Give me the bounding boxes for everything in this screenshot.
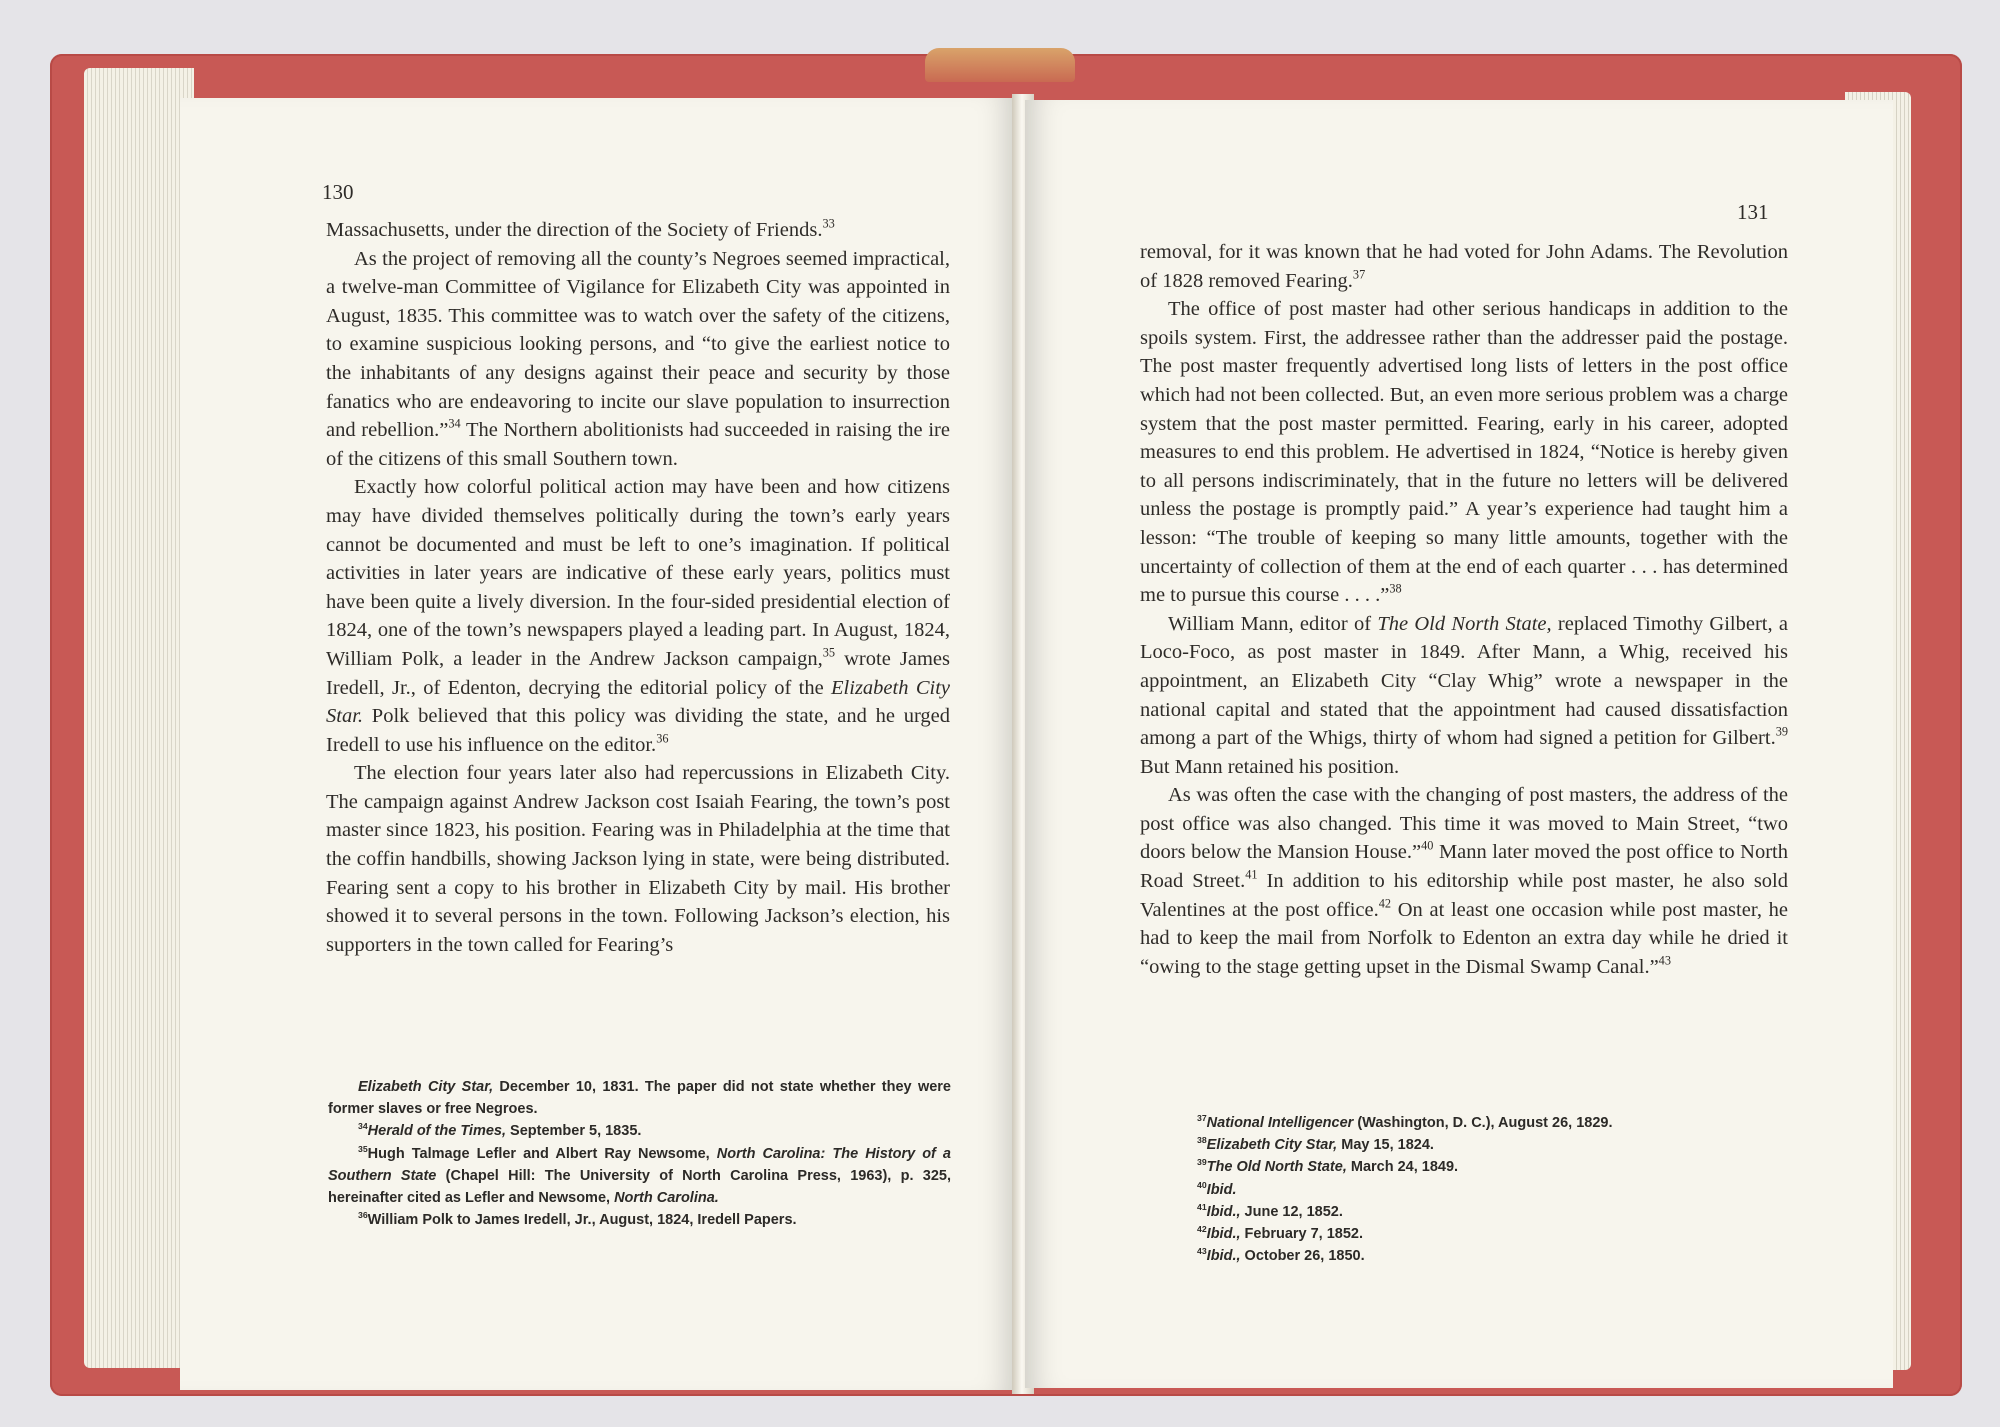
text-run: But Mann retained his position. <box>1140 755 1400 778</box>
text-run: Hugh Talmage Lefler and Albert Ray Newsome, <box>367 1145 717 1162</box>
italic-text: Ibid., <box>1206 1203 1241 1220</box>
footnote-ref: 39 <box>1775 724 1788 739</box>
text-run: February 7, 1852. <box>1240 1226 1364 1243</box>
italic-text: Ibid., <box>1206 1226 1241 1243</box>
footnote-ref: 43 <box>1197 1246 1207 1257</box>
text-run: June 12, 1852. <box>1240 1203 1343 1220</box>
italic-text: Elizabeth City Star. <box>326 676 950 728</box>
text-run: The election four years later also had repercussions in Elizabeth City. The campaign against Andrew Jackson cost Isaiah Fearing, the town’s post master since 1823, his position. Fearing was in Philadelphia at the time that the coffin handbills, showing Jackson lying in state, were being distributed. Fearing sent a copy to his brother in Elizabeth City by mail. His brother showed it to several persons in the town. Following Jackson’s election, his supporters in the town called for Fearing’s <box>326 762 950 956</box>
footnote-ref: 36 <box>656 731 669 746</box>
body-text <box>1140 238 1788 981</box>
paragraph <box>326 245 950 474</box>
footnote-ref: 36 <box>358 1210 368 1221</box>
italic-text: Herald of the Times, <box>367 1123 506 1140</box>
left-page <box>180 98 1015 1390</box>
text-run: March 24, 1849. <box>1346 1159 1459 1176</box>
text-run: (Washington, D. C.), August 26, 1829. <box>1353 1115 1613 1131</box>
text-run: October 26, 1850. <box>1240 1248 1365 1265</box>
footnote-ref: 41 <box>1197 1201 1207 1212</box>
paragraph <box>326 473 950 759</box>
italic-text: Elizabeth City Star, <box>1206 1137 1338 1154</box>
footnote-ref: 42 <box>1378 896 1392 911</box>
footnote-ref: 41 <box>1245 867 1258 882</box>
paragraph <box>328 1076 951 1120</box>
text-run: William Polk to James Iredell, Jr., August, 1824, Iredell Papers. <box>367 1212 797 1229</box>
text-run: As the project of removing all the county’s Negroes seemed impractical, a twelve-man Committee of Vigilance for Elizabeth City was appointed in August, 1835. This committee was to watch over the safety of the citizens, to examine suspicious looking persons, and “to give the earliest notice to the inhabitants of any designs against their peace and security by those fanatics who are endeavoring to incite our slave population to insurrection and rebellion.” <box>326 247 950 442</box>
text-run: On at least one occasion while post master, he had to keep the mail from Norfolk to Edenton an extra day while he dried it “owing to the stage getting upset in the Dismal Swamp Canal.” <box>1140 898 1788 978</box>
paragraph <box>1140 781 1788 981</box>
paragraph <box>328 1120 951 1142</box>
italic-text: National Intelligencer <box>1206 1115 1354 1131</box>
paragraph <box>1167 1223 1727 1245</box>
text-run: (Chapel Hill: The University of North Carolina Press, 1963), p. 325, hereinafter cited as Lefler and Newsome, <box>328 1167 951 1207</box>
paragraph <box>1167 1245 1727 1267</box>
footnote-ref: 37 <box>1352 266 1366 281</box>
text-run: Exactly how colorful political action may have been and how citizens may have divided themselves politically during the town’s early years cannot be documented and must be left to one’s imagination. If political activities in later years are indicative of these early years, politics must have been quite a lively diversion. In the four-sided presidential election of 1824, one of the town’s newspapers played a leading part. In August, 1824, William Polk, a leader in the Andrew Jackson campaign, <box>326 476 950 670</box>
text-run: May 15, 1824. <box>1337 1137 1434 1154</box>
text-run: William Mann, editor of <box>1168 612 1378 635</box>
paragraph <box>1167 1201 1727 1223</box>
text-run: replaced Timothy Gilbert, a Loco-Foco, as post master in 1849. After Mann, a Whig, received his appointment, an Elizabeth City “Clay Whig” wrote a newspaper in the national capital and stated that the appointment had caused dissatisfaction among a part of the Whigs, thirty of whom had signed a petition for Gilbert. <box>1140 612 1788 750</box>
paragraph <box>1140 238 1788 295</box>
text-run: Mann later moved the post office to North Road Street. <box>1140 841 1788 893</box>
paragraph <box>1167 1179 1727 1201</box>
paragraph <box>326 216 950 245</box>
footnotes <box>328 1076 951 1231</box>
text-run: December 10, 1831. The paper did not state whether they were former slaves or free Negroes. <box>328 1079 951 1118</box>
text-run: In addition to his editorship while post master, he also sold Valentines at the post office. <box>1140 870 1788 921</box>
italic-text: The Old North State, <box>1206 1159 1347 1176</box>
footnote-ref: 43 <box>1658 953 1671 968</box>
footnote-ref: 34 <box>358 1121 368 1132</box>
text-run: The office of post master had other serious handicaps in addition to the spoils system. First, the addressee rather than the addresser paid the postage. The post master frequently advertised long lists of letters in the post office which had not been collected. But, an even more serious problem was a charge system that the post master permitted. Fearing, early in his career, adopted measures to end this problem. He advertised in 1824, “Notice is hereby given to all persons indiscriminately, that in the future no letters will be delivered unless the postage is promptly paid.” A year’s experience had taught him a lesson: “The trouble of keeping so many little amounts, together with the uncertainty of collection of them at the end of each quarter . . . has determined me to pursue this course . . . .” <box>1140 298 1788 607</box>
italic-text: The Old North State, <box>1377 612 1552 635</box>
text-run: The Northern abolitionists had succeeded in raising the ire of the citizens of this small Southern town. <box>326 419 950 470</box>
footnote-ref: 38 <box>1389 581 1402 596</box>
footnote-ref: 37 <box>1197 1112 1207 1123</box>
footnote-ref: 40 <box>1421 838 1434 853</box>
paragraph <box>1140 610 1788 782</box>
italic-text: Elizabeth City Star, <box>358 1079 494 1095</box>
text-run: Polk believed that this policy was dividing the state, and he urged Iredell to use his influence on the editor. <box>326 705 950 756</box>
footnote-ref: 40 <box>1197 1179 1207 1190</box>
text-run: wrote James Iredell, Jr., of Edenton, decrying the editorial policy of the <box>326 647 951 699</box>
footnote-ref: 42 <box>1197 1223 1207 1234</box>
text-run: Massachusetts, under the direction of the Society of Friends. <box>326 219 823 241</box>
footnote-ref: 35 <box>822 645 836 660</box>
italic-text: North Carolina: The History of a Southern State <box>328 1145 951 1184</box>
paragraph <box>328 1143 951 1210</box>
footnote-ref: 38 <box>1197 1135 1207 1146</box>
page-number: 131 <box>1737 200 1769 224</box>
spine-headband <box>925 48 1075 82</box>
paragraph <box>1167 1112 1727 1134</box>
paragraph <box>1167 1134 1727 1156</box>
text-run: As was often the case with the changing of post masters, the address of the post office was also changed. This time it was moved to Main Street, “two doors below the Mansion House.” <box>1140 784 1788 864</box>
left-page-edges <box>84 68 194 1368</box>
body-text <box>326 216 950 959</box>
italic-text: North Carolina. <box>614 1190 719 1207</box>
paragraph <box>1140 295 1788 610</box>
footnote-ref: 35 <box>358 1143 368 1154</box>
paragraph <box>326 759 950 959</box>
paragraph <box>328 1209 951 1231</box>
paragraph <box>1167 1156 1727 1178</box>
footnotes <box>1167 1112 1727 1267</box>
right-page <box>1025 100 1893 1388</box>
italic-text: Ibid. <box>1206 1181 1237 1198</box>
text-run: September 5, 1835. <box>506 1123 642 1140</box>
footnote-ref: 33 <box>822 216 835 231</box>
footnote-ref: 34 <box>448 416 461 431</box>
italic-text: Ibid., <box>1206 1248 1241 1265</box>
text-run: removal, for it was known that he had voted for John Adams. The Revolution of 1828 removed Fearing. <box>1140 241 1788 292</box>
page-number: 130 <box>322 180 354 204</box>
footnote-ref: 39 <box>1197 1157 1207 1168</box>
